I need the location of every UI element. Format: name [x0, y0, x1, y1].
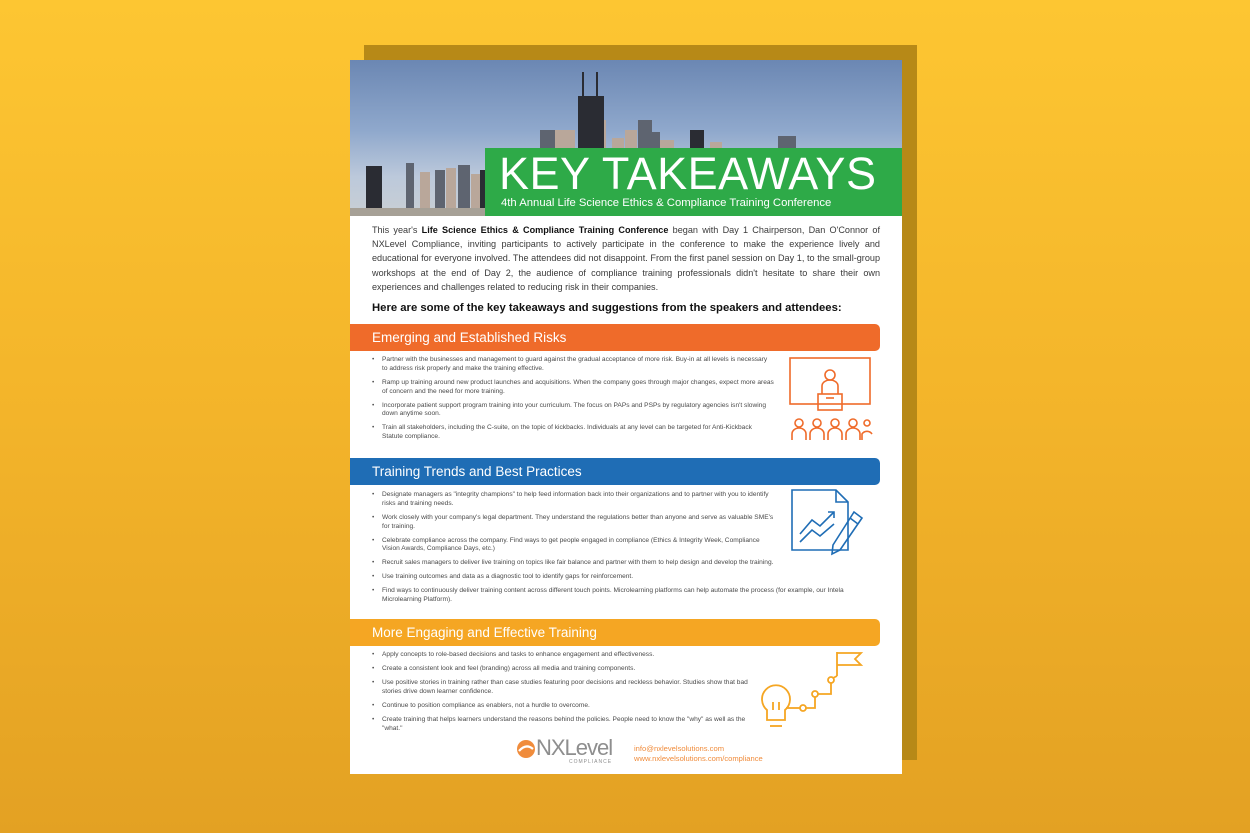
section-header-trends: Training Trends and Best Practices	[350, 458, 880, 485]
footer-brand-sub: COMPLIANCE	[569, 759, 613, 765]
list-item: • Apply concepts to role-based decisions and tasks to enhance engagement and effectiveness.	[372, 651, 754, 660]
list-item: • Celebrate compliance across the company. Find ways to get people engaged in compliance (Ethics & Integrity Week, Compliance Vision Awards, Compliance Days, etc.)	[372, 537, 774, 555]
list-item: • Continue to position compliance as enablers, not a hurdle to overcome.	[372, 702, 754, 711]
list-item: • Designate managers as "integrity champions" to help feed information back into their organizations and to partner with you to identify risks and training needs.	[372, 491, 774, 509]
list-item: • Use positive stories in training rather than case studies featuring poor decisions and reckless behavior. Studies show that bad stories drive down learner confidence.	[372, 679, 754, 697]
footer-url-link[interactable]: www.nxlevelsolutions.com/compliance	[634, 754, 763, 763]
lightbulb-path-flag-icon	[757, 650, 867, 737]
conference-name: Life Science Ethics & Compliance Training Conference	[421, 225, 669, 235]
footer-brand-name: NXLevel	[536, 735, 613, 760]
list-item: • Create a consistent look and feel (branding) across all media and training components.	[372, 665, 754, 674]
intro-paragraph: This year's Life Science Ethics & Compliance Training Conference began with Day 1 Chairperson, Dan O'Connor of NXLevel Compliance, inviting participants to actively participate in the conference to make the experience lively and educational for everyone involved. The attendees did not disappoint. From the first panel session on Day 1, to the small-group workshops at the end of Day 2, the audience of compliance training professionals didn't hesitate to share their own experiences and challenges related to reducing risk in their companies.	[372, 225, 880, 292]
section-header-risks: Emerging and Established Risks	[350, 324, 880, 351]
list-item: • Train all stakeholders, including the C-suite, on the topic of kickbacks. Individuals at any level can be targeted for Anti-Kickback Statute compliance.	[372, 424, 774, 442]
page-title: KEY TAKEAWAYS	[499, 148, 877, 199]
list-item: • Ramp up training around new product launches and acquisitions. When the company goes through major changes, expect more areas of concern and the need for more training.	[372, 379, 774, 397]
engaging-bullet-list	[372, 651, 754, 739]
list-item: • Recruit sales managers to deliver live training on topics like fair balance and partner with them to help design and develop the training.	[372, 559, 872, 568]
chart-document-pencil-icon	[790, 488, 870, 565]
nxlevel-logo-mark	[516, 739, 536, 764]
list-item: • Partner with the businesses and management to guard against the gradual acceptance of more risk. Buy-in at all levels is necessary to address risk properly and make the training effective.	[372, 356, 774, 374]
list-item: • Incorporate patient support program training into your curriculum. The focus on PAPs and PSPs by regulatory agencies isn't slowing down anytime soon.	[372, 402, 774, 420]
page-subtitle: 4th Annual Life Science Ethics & Compliance Training Conference	[501, 197, 832, 209]
list-item: • Find ways to continuously deliver training content across different touch points. Microlearning platforms can help automate the process (for example, our Intela Microlearning Platform).	[372, 587, 872, 605]
title-banner	[485, 148, 902, 216]
footer-email-link[interactable]: info@nxlevelsolutions.com	[634, 744, 725, 753]
presenter-audience-icon	[788, 356, 874, 447]
risks-bullet-list	[372, 356, 774, 447]
skyline-hero-image	[350, 60, 902, 216]
section-header-engaging: More Engaging and Effective Training	[350, 619, 880, 646]
list-item: • Create training that helps learners understand the reasons behind the policies. People need to know the "why" as well as the "what."	[372, 716, 754, 734]
list-item: • Work closely with your company's legal department. They understand the regulations better than anyone and serve as valuable SME's for training.	[372, 514, 774, 532]
document-page	[350, 60, 902, 774]
takeaways-subheading: Here are some of the key takeaways and suggestions from the speakers and attendees:	[372, 302, 842, 314]
list-item: • Use training outcomes and data as a diagnostic tool to identify gaps for reinforcement.	[372, 573, 872, 582]
footer-contact	[634, 744, 763, 764]
